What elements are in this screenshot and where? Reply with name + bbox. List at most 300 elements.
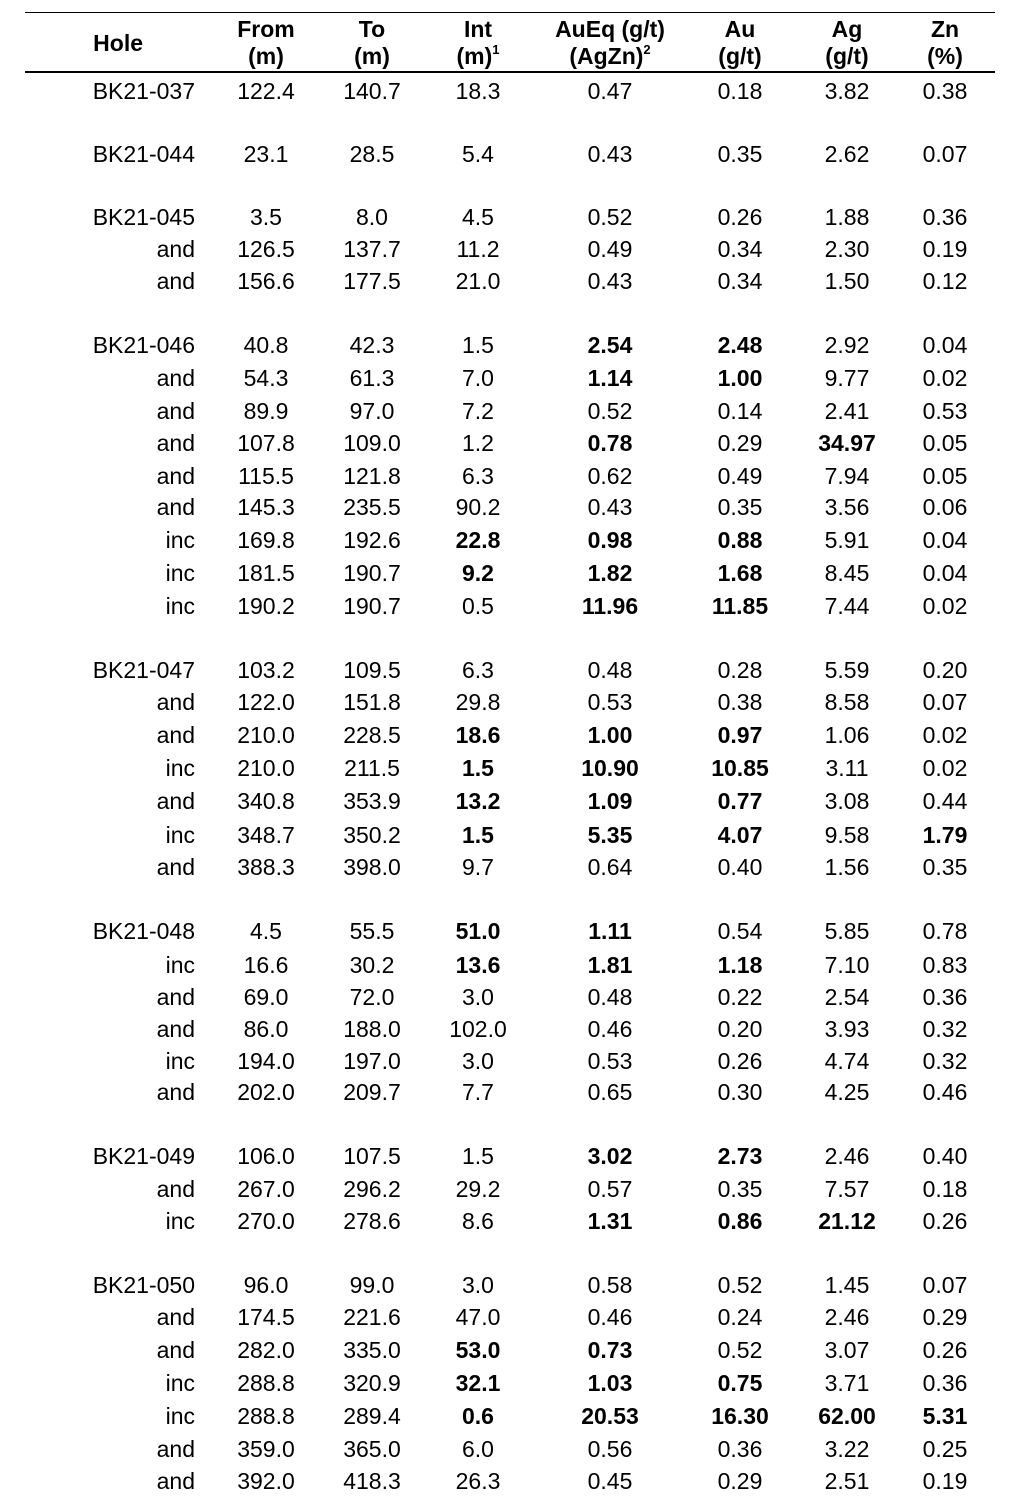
- cell-hole: BK21-046: [92, 332, 195, 358]
- cell-ag: 7.44: [824, 593, 870, 619]
- cell-from: 288.8: [237, 1403, 295, 1429]
- cell-int: 6.3: [462, 657, 494, 683]
- cell-hole: and: [156, 1304, 195, 1330]
- cell-zn: 0.20: [922, 657, 968, 683]
- cell-hole: inc: [165, 560, 195, 586]
- cell-zn: 0.19: [922, 236, 968, 262]
- cell-aueq: 0.48: [587, 984, 633, 1010]
- cell-hole: and: [156, 722, 195, 748]
- cell-zn: 0.32: [922, 1048, 968, 1074]
- cell-from: 156.6: [237, 268, 295, 294]
- cell-au: 4.07: [717, 822, 763, 848]
- cell-zn: 0.05: [922, 463, 968, 489]
- cell-aueq: 1.31: [587, 1208, 633, 1234]
- cell-to: 121.8: [343, 463, 401, 489]
- cell-aueq: 20.53: [581, 1403, 639, 1429]
- header-aueq: [530, 16, 690, 73]
- cell-au: 0.18: [717, 78, 763, 104]
- cell-to: 228.5: [343, 722, 401, 748]
- cell-from: 86.0: [243, 1016, 289, 1042]
- cell-au: 0.35: [717, 141, 763, 167]
- cell-from: 122.0: [237, 689, 295, 715]
- cell-aueq: 0.43: [587, 141, 633, 167]
- cell-zn: 0.02: [922, 722, 968, 748]
- cell-ag: 9.77: [824, 365, 870, 391]
- cell-ag: 3.22: [824, 1436, 870, 1462]
- cell-int: 1.5: [462, 332, 494, 358]
- cell-to: 335.0: [343, 1337, 401, 1363]
- cell-int: 11.2: [456, 236, 500, 262]
- cell-aueq: 0.53: [587, 1048, 633, 1074]
- header-to: [322, 16, 422, 70]
- cell-to: 197.0: [343, 1048, 401, 1074]
- cell-int: 90.2: [455, 494, 501, 520]
- cell-hole: inc: [165, 1208, 195, 1234]
- cell-ag: 4.25: [824, 1079, 870, 1105]
- cell-au: 0.29: [717, 1468, 763, 1494]
- header-int-label: Int: [463, 16, 493, 42]
- cell-int: 6.3: [462, 463, 494, 489]
- cell-to: 353.9: [343, 788, 401, 814]
- header-from: [216, 16, 316, 70]
- cell-hole: and: [156, 1079, 195, 1105]
- cell-zn: 0.53: [922, 398, 968, 424]
- cell-aueq: 0.53: [587, 689, 633, 715]
- cell-from: 348.7: [237, 822, 295, 848]
- cell-ag: 62.00: [818, 1403, 876, 1429]
- cell-from: 54.3: [243, 365, 289, 391]
- cell-hole: BK21-049: [92, 1143, 195, 1169]
- cell-from: 126.5: [237, 236, 295, 262]
- cell-ag: 7.94: [824, 463, 870, 489]
- cell-from: 96.0: [243, 1272, 289, 1298]
- cell-au: 0.36: [717, 1436, 763, 1462]
- cell-hole: inc: [165, 527, 195, 553]
- cell-aueq: 3.02: [587, 1143, 633, 1169]
- cell-aueq: 1.09: [587, 788, 633, 814]
- cell-au: 0.20: [717, 1016, 763, 1042]
- cell-aueq: 0.46: [587, 1304, 633, 1330]
- cell-ag: 8.45: [824, 560, 870, 586]
- cell-from: 210.0: [237, 755, 295, 781]
- cell-ag: 3.56: [824, 494, 870, 520]
- cell-hole: and: [156, 1176, 195, 1202]
- cell-aueq: 0.52: [587, 398, 633, 424]
- header-to-label: To: [358, 16, 386, 42]
- cell-au: 0.52: [717, 1272, 763, 1298]
- cell-int: 1.5: [462, 1143, 494, 1169]
- cell-au: 0.34: [717, 236, 763, 262]
- cell-hole: and: [156, 398, 195, 424]
- cell-from: 69.0: [243, 984, 289, 1010]
- cell-ag: 5.91: [824, 527, 870, 553]
- cell-int: 29.8: [455, 689, 501, 715]
- cell-from: 190.2: [237, 593, 295, 619]
- cell-zn: 0.05: [922, 430, 968, 456]
- cell-to: 42.3: [349, 332, 395, 358]
- cell-aueq: 0.48: [587, 657, 633, 683]
- cell-to: 140.7: [343, 78, 401, 104]
- cell-hole: inc: [165, 593, 195, 619]
- cell-zn: 0.26: [922, 1208, 968, 1234]
- cell-au: 1.00: [717, 365, 763, 391]
- cell-au: 2.48: [717, 332, 763, 358]
- cell-int: 5.4: [462, 141, 494, 167]
- cell-ag: 2.46: [824, 1143, 870, 1169]
- cell-int: 3.0: [462, 984, 494, 1010]
- cell-int: 29.2: [455, 1176, 501, 1202]
- header-au-unit: (g/t): [718, 43, 762, 69]
- header-from-unit: (m): [248, 43, 284, 69]
- cell-ag: 2.41: [824, 398, 870, 424]
- footnote-1-marker: 1: [492, 42, 500, 57]
- cell-hole: and: [156, 463, 195, 489]
- cell-from: 340.8: [237, 788, 295, 814]
- cell-aueq: 1.81: [587, 952, 633, 978]
- cell-hole: and: [156, 1337, 195, 1363]
- cell-hole: and: [156, 984, 195, 1010]
- cell-aueq: 11.96: [581, 593, 639, 619]
- cell-ag: 2.54: [824, 984, 870, 1010]
- cell-int: 4.5: [462, 204, 494, 230]
- cell-zn: 0.25: [922, 1436, 968, 1462]
- cell-ag: 4.74: [824, 1048, 870, 1074]
- cell-zn: 0.18: [922, 1176, 968, 1202]
- header-zn-unit: (%): [927, 43, 963, 69]
- cell-to: 107.5: [343, 1143, 401, 1169]
- cell-hole: inc: [165, 952, 195, 978]
- cell-ag: 3.07: [824, 1337, 870, 1363]
- cell-au: 0.35: [717, 1176, 763, 1202]
- cell-zn: 0.12: [922, 268, 968, 294]
- cell-aueq: 1.03: [587, 1370, 633, 1396]
- cell-int: 22.8: [455, 527, 501, 553]
- cell-to: 289.4: [343, 1403, 401, 1429]
- header-to-unit: (m): [354, 43, 390, 69]
- cell-hole: and: [156, 854, 195, 880]
- cell-int: 26.3: [455, 1468, 501, 1494]
- cell-aueq: 1.14: [587, 365, 633, 391]
- cell-aueq: 0.46: [587, 1016, 633, 1042]
- cell-int: 21.0: [455, 268, 501, 294]
- cell-hole: BK21-037: [92, 78, 195, 104]
- header-zn: [895, 16, 995, 70]
- cell-to: 97.0: [349, 398, 395, 424]
- cell-zn: 0.02: [922, 593, 968, 619]
- cell-zn: 0.46: [922, 1079, 968, 1105]
- cell-au: 16.30: [711, 1403, 769, 1429]
- cell-aueq: 0.47: [587, 78, 633, 104]
- cell-hole: and: [156, 1016, 195, 1042]
- cell-zn: 0.26: [922, 1337, 968, 1363]
- cell-au: 0.86: [717, 1208, 763, 1234]
- cell-zn: 0.04: [922, 527, 968, 553]
- cell-from: 388.3: [237, 854, 295, 880]
- cell-zn: 0.04: [922, 332, 968, 358]
- cell-to: 137.7: [343, 236, 401, 262]
- cell-au: 0.14: [717, 398, 763, 424]
- cell-au: 0.38: [717, 689, 763, 715]
- cell-aueq: 0.64: [587, 854, 633, 880]
- table-header-rule: [25, 71, 995, 73]
- cell-au: 1.18: [717, 952, 763, 978]
- cell-ag: 3.82: [824, 78, 870, 104]
- cell-from: 122.4: [237, 78, 295, 104]
- header-int-unit: (m): [456, 43, 493, 69]
- cell-hole: and: [156, 430, 195, 456]
- cell-to: 211.5: [344, 755, 400, 781]
- cell-aueq: 0.65: [587, 1079, 633, 1105]
- cell-from: 89.9: [243, 398, 289, 424]
- cell-au: 0.88: [717, 527, 763, 553]
- cell-zn: 0.19: [922, 1468, 968, 1494]
- cell-to: 151.8: [343, 689, 401, 715]
- cell-aueq: 1.11: [588, 918, 632, 944]
- cell-hole: and: [156, 268, 195, 294]
- cell-au: 0.49: [717, 463, 763, 489]
- cell-from: 23.1: [243, 141, 289, 167]
- cell-au: 0.26: [717, 1048, 763, 1074]
- cell-ag: 3.71: [824, 1370, 870, 1396]
- cell-aueq: 0.56: [587, 1436, 633, 1462]
- cell-au: 0.54: [717, 918, 763, 944]
- cell-from: 267.0: [237, 1176, 295, 1202]
- cell-from: 181.5: [237, 560, 295, 586]
- cell-int: 102.0: [449, 1016, 507, 1042]
- cell-to: 235.5: [343, 494, 401, 520]
- cell-ag: 3.93: [824, 1016, 870, 1042]
- cell-ag: 1.45: [824, 1272, 870, 1298]
- cell-zn: 0.06: [922, 494, 968, 520]
- cell-to: 28.5: [349, 141, 395, 167]
- cell-hole: BK21-044: [92, 141, 195, 167]
- cell-to: 55.5: [349, 918, 395, 944]
- cell-aueq: 1.00: [587, 722, 633, 748]
- cell-from: 392.0: [237, 1468, 295, 1494]
- cell-ag: 2.30: [824, 236, 870, 262]
- cell-zn: 0.07: [922, 689, 968, 715]
- cell-from: 174.5: [237, 1304, 295, 1330]
- cell-aueq: 0.43: [587, 268, 633, 294]
- cell-to: 418.3: [343, 1468, 401, 1494]
- cell-ag: 5.85: [824, 918, 870, 944]
- cell-from: 359.0: [237, 1436, 295, 1462]
- cell-au: 0.24: [717, 1304, 763, 1330]
- cell-ag: 1.88: [824, 204, 870, 230]
- cell-zn: 0.35: [922, 854, 968, 880]
- cell-to: 350.2: [343, 822, 401, 848]
- cell-int: 18.3: [455, 78, 501, 104]
- cell-to: 190.7: [343, 593, 401, 619]
- cell-from: 103.2: [237, 657, 295, 683]
- cell-au: 0.35: [717, 494, 763, 520]
- cell-aueq: 0.45: [587, 1468, 633, 1494]
- cell-zn: 0.02: [922, 365, 968, 391]
- cell-hole: and: [156, 788, 195, 814]
- cell-ag: 21.12: [818, 1208, 876, 1234]
- cell-hole: and: [156, 1468, 195, 1494]
- cell-hole: and: [156, 1436, 195, 1462]
- cell-int: 7.0: [462, 365, 494, 391]
- cell-hole: inc: [165, 1370, 195, 1396]
- cell-aueq: 0.62: [587, 463, 633, 489]
- cell-from: 282.0: [237, 1337, 295, 1363]
- cell-au: 1.68: [717, 560, 763, 586]
- table-top-rule: [25, 12, 995, 13]
- cell-to: 109.0: [343, 430, 401, 456]
- cell-int: 1.5: [462, 822, 494, 848]
- cell-zn: 0.38: [922, 78, 968, 104]
- header-ag-label: Ag: [831, 16, 863, 42]
- cell-zn: 0.36: [922, 204, 968, 230]
- cell-int: 53.0: [455, 1337, 501, 1363]
- cell-au: 10.85: [711, 755, 769, 781]
- cell-au: 0.77: [717, 788, 763, 814]
- cell-from: 288.8: [237, 1370, 295, 1396]
- cell-aueq: 0.57: [587, 1176, 633, 1202]
- header-zn-label: Zn: [930, 16, 960, 42]
- cell-ag: 9.58: [824, 822, 870, 848]
- cell-from: 270.0: [237, 1208, 295, 1234]
- cell-int: 7.7: [462, 1079, 494, 1105]
- cell-to: 188.0: [343, 1016, 401, 1042]
- cell-to: 296.2: [343, 1176, 401, 1202]
- header-from-label: From: [237, 16, 295, 42]
- cell-from: 210.0: [237, 722, 295, 748]
- cell-from: 106.0: [237, 1143, 295, 1169]
- cell-ag: 8.58: [824, 689, 870, 715]
- cell-from: 115.5: [238, 463, 294, 489]
- cell-int: 51.0: [455, 918, 501, 944]
- cell-ag: 1.06: [824, 722, 870, 748]
- cell-hole: and: [156, 689, 195, 715]
- cell-au: 2.73: [717, 1143, 763, 1169]
- cell-zn: 0.32: [922, 1016, 968, 1042]
- cell-hole: and: [156, 365, 195, 391]
- cell-aueq: 5.35: [587, 822, 633, 848]
- cell-to: 109.5: [343, 657, 401, 683]
- cell-int: 13.6: [455, 952, 501, 978]
- cell-aueq: 0.58: [587, 1272, 633, 1298]
- cell-au: 0.52: [717, 1337, 763, 1363]
- cell-aueq: 1.82: [587, 560, 633, 586]
- cell-zn: 0.36: [922, 984, 968, 1010]
- cell-zn: 0.44: [922, 788, 968, 814]
- cell-au: 0.97: [717, 722, 763, 748]
- cell-hole: inc: [165, 1403, 195, 1429]
- cell-from: 202.0: [237, 1079, 295, 1105]
- cell-to: 99.0: [349, 1272, 395, 1298]
- cell-ag: 2.62: [824, 141, 870, 167]
- header-hole-label: Hole: [93, 30, 143, 56]
- cell-int: 6.0: [462, 1436, 494, 1462]
- cell-to: 30.2: [349, 952, 395, 978]
- cell-aueq: 0.49: [587, 236, 633, 262]
- cell-ag: 5.59: [824, 657, 870, 683]
- cell-zn: 0.07: [922, 141, 968, 167]
- cell-hole: BK21-045: [92, 204, 195, 230]
- cell-au: 0.40: [717, 854, 763, 880]
- cell-aueq: 2.54: [587, 332, 633, 358]
- header-au-label: Au: [724, 16, 756, 42]
- cell-to: 177.5: [343, 268, 401, 294]
- cell-hole: and: [156, 494, 195, 520]
- cell-aueq: 0.73: [587, 1337, 633, 1363]
- cell-int: 7.2: [462, 398, 494, 424]
- cell-from: 3.5: [250, 204, 282, 230]
- cell-ag: 2.46: [824, 1304, 870, 1330]
- cell-au: 0.75: [717, 1370, 763, 1396]
- cell-hole: BK21-048: [92, 918, 195, 944]
- cell-hole: BK21-050: [92, 1272, 195, 1298]
- cell-to: 221.6: [343, 1304, 401, 1330]
- cell-aueq: 10.90: [581, 755, 639, 781]
- cell-from: 107.8: [237, 430, 295, 456]
- header-au: [690, 16, 790, 70]
- cell-to: 320.9: [343, 1370, 401, 1396]
- cell-hole: BK21-047: [92, 657, 195, 683]
- cell-ag: 3.11: [825, 755, 869, 781]
- cell-au: 0.22: [717, 984, 763, 1010]
- cell-int: 3.0: [462, 1048, 494, 1074]
- cell-au: 0.29: [717, 430, 763, 456]
- cell-int: 1.5: [462, 755, 494, 781]
- cell-to: 8.0: [356, 204, 388, 230]
- cell-int: 13.2: [455, 788, 501, 814]
- header-aueq-unit: (AgZn): [569, 43, 644, 69]
- header-ag-unit: (g/t): [825, 43, 869, 69]
- cell-to: 61.3: [349, 365, 395, 391]
- cell-zn: 0.07: [922, 1272, 968, 1298]
- cell-zn: 0.04: [922, 560, 968, 586]
- cell-int: 8.6: [462, 1208, 494, 1234]
- cell-to: 192.6: [343, 527, 401, 553]
- cell-hole: inc: [165, 822, 195, 848]
- cell-zn: 0.29: [922, 1304, 968, 1330]
- header-hole: [25, 30, 143, 57]
- cell-zn: 5.31: [922, 1403, 968, 1429]
- cell-aueq: 0.78: [587, 430, 633, 456]
- cell-int: 18.6: [455, 722, 501, 748]
- cell-aueq: 0.98: [587, 527, 633, 553]
- cell-zn: 0.83: [922, 952, 968, 978]
- cell-zn: 0.40: [922, 1143, 968, 1169]
- cell-from: 169.8: [237, 527, 295, 553]
- cell-int: 0.6: [462, 1403, 494, 1429]
- cell-ag: 7.10: [824, 952, 870, 978]
- cell-from: 145.3: [237, 494, 295, 520]
- cell-au: 0.28: [717, 657, 763, 683]
- cell-from: 4.5: [250, 918, 282, 944]
- cell-hole: inc: [165, 755, 195, 781]
- cell-hole: and: [156, 236, 195, 262]
- cell-to: 398.0: [343, 854, 401, 880]
- cell-int: 0.5: [462, 593, 494, 619]
- cell-zn: 0.78: [922, 918, 968, 944]
- cell-ag: 1.56: [824, 854, 870, 880]
- cell-ag: 2.92: [824, 332, 870, 358]
- cell-au: 0.30: [717, 1079, 763, 1105]
- cell-au: 0.26: [717, 204, 763, 230]
- cell-ag: 3.08: [824, 788, 870, 814]
- cell-from: 194.0: [237, 1048, 295, 1074]
- cell-aueq: 0.52: [587, 204, 633, 230]
- cell-zn: 0.02: [922, 755, 968, 781]
- cell-int: 47.0: [455, 1304, 501, 1330]
- cell-ag: 7.57: [824, 1176, 870, 1202]
- cell-aueq: 0.43: [587, 494, 633, 520]
- cell-zn: 1.79: [922, 822, 968, 848]
